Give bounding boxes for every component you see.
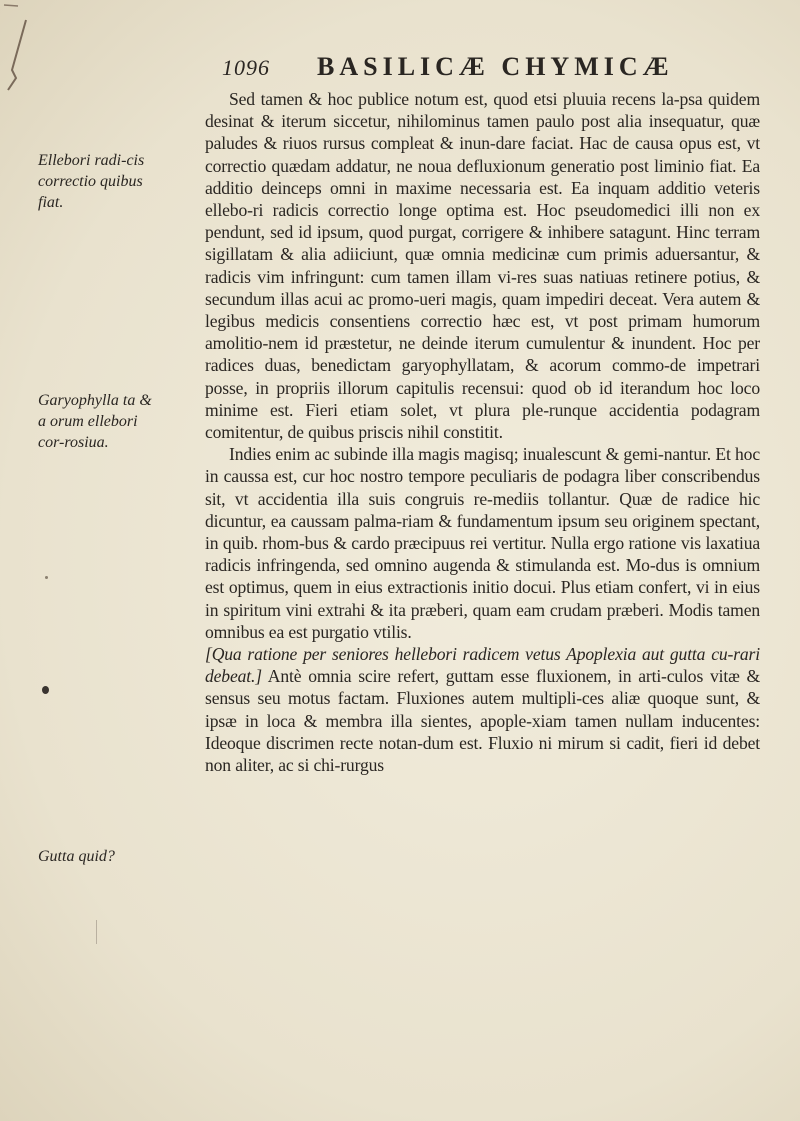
margin-note-garyophylla: Garyophylla ta & a orum ellebori cor-rosiua. (38, 392, 152, 451)
page-number: 1096 (222, 55, 270, 80)
paragraph-3-block (205, 643, 760, 776)
main-text (205, 88, 760, 776)
inline-heading: [Qua ratione per seniores hellebori radicem vetus Apoplexia aut gutta cu-rari debeat.] (205, 644, 760, 687)
page-header (222, 52, 760, 88)
ink-speck (45, 576, 48, 579)
paragraph-1: Sed tamen & hoc publice notum est, quod etsi pluuia recens la-psa quidem desinat & iterum siccetur, nihilominus tamen paulo post alia insequatur, quæ paludes & riuos rursus compleat & inun-dare faciat. Hac de causa opus est, vt correctio quædam addatur, ne noua defluxionum generatio post liminio fiat. Ea additio deinceps omni in maxime necessaria est. Ea inquam additio veteris ellebo-ri radicis correctio longe optima est. Hoc pseudomedici illi non ex pendunt, sed id ipsum, quod purgat, corrigere & inhibere satagunt. Hinc terram sigillatam & alia adiiciunt, quæ omnia medicinæ cum primis aduersantur, & radicis vim infringunt: cum tamen illam vi-res suas natiuas retinere potius, & secundum illas acui ac promo-ueri magis, quam impediri deceat. Vera autem & legibus medicis consentiens correctio hæc est, vt post primam humorum amolitio-nem id præstetur, ne deinde iterum cumulentur & inundent. Hoc per radices duas, benedictam garyophyllatam, & acorum commo-de impetrari posse, in propriis illorum capitulis recensui: quod ob id iterandum hoc loco minime est. Fieri etiam solet, vt plura ple-runque accidentia podagram comitentur, de quibus priscis nihil constitit. (205, 89, 760, 443)
paragraph-2: Indies enim ac subinde illa magis magisq; inualescunt & gemi-nantur. Et hoc in caussa est, cur hoc nostro tempore peculiaris de podagra liber conscribendus sit, vt accidentia illa suis congruis re-mediis tollantur. Quæ de radice hic dicuntur, ea caussam palma-riam & fundamentum ipsum seu originem spectant, in quib. rhom-bus & cardo præcipuus rei vertitur. Nulla ergo ratione vis laxatiua radicis infringenda, sed omnino augenda & stimulanda est. Mo-dus is omnium est optimus, quem in eius extractionis initio docui. Plus etiam confert, vi in eius in spiritum vini extrahi & ita præberi, quam eam crudam præberi. Modis tamen omnibus ea est purgatio vtilis. (205, 444, 760, 642)
ink-blot (42, 686, 49, 694)
running-title: BASILICÆ CHYMICÆ (317, 52, 674, 81)
margin-note-gutta: Gutta quid? (38, 848, 115, 865)
faint-mark (96, 920, 97, 944)
paragraph-3: Antè omnia scire refert, guttam esse fluxionem, in arti-culos vitæ & sensus seu motus factam. Fluxiones autem multipli-ces aliæ quoque sunt, & ipsæ in loca & membra illa sientes, apople-xiam tamen nullam inducentes: Ideoque discrimen recte notan-dum est. Fluxio ni mirum si cadit, fieri id debet non aliter, ac si chi-rurgus (205, 666, 760, 776)
page-edge-mark (0, 0, 40, 130)
margin-note-ellebori: Ellebori radi-cis correctio quibus fiat. (38, 152, 145, 211)
